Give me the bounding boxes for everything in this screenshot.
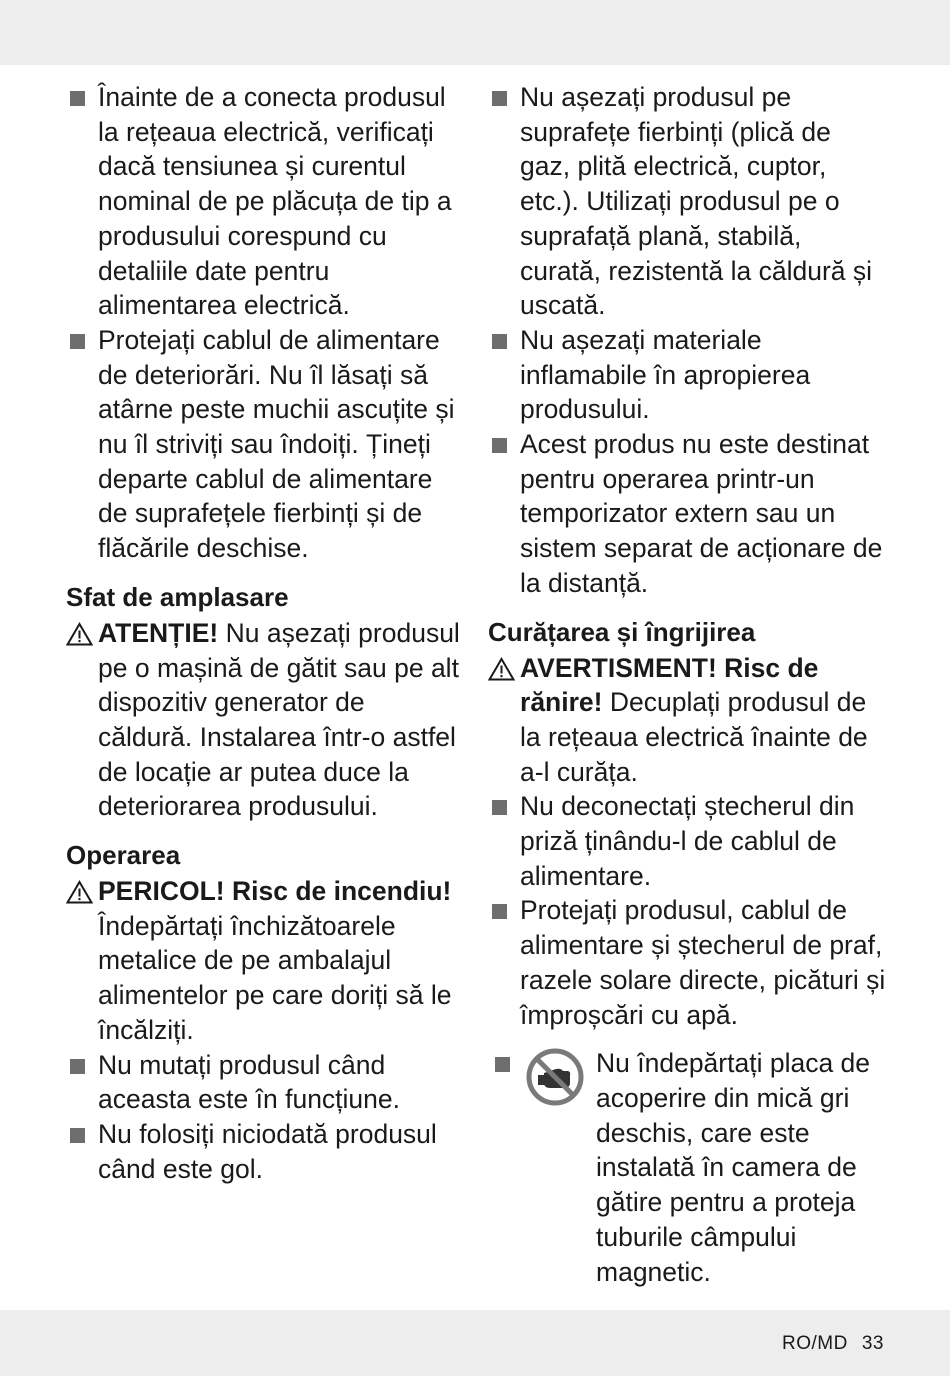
list-item <box>488 789 888 893</box>
warning-block <box>66 616 466 824</box>
page-footer <box>782 1333 884 1355</box>
list-item <box>66 1117 466 1186</box>
list-item-text: Protejați cablul de alimentare de deteriorări. Nu îl lăsați să atârne peste muchii ascuțite și nu îl striviți sau îndoiți. Țineți departe cablul de alimentare de suprafețele fierbinți și de flăcările deschise. <box>98 324 455 564</box>
list-item-with-icon <box>488 1046 888 1289</box>
list-item <box>66 323 466 566</box>
danger-text: Îndepărtați închizătoarele metalice de pe ambalajul alimentelor pe care doriți să le încălziți. <box>98 910 452 1045</box>
square-bullet-icon <box>70 1128 85 1143</box>
list-item <box>488 80 888 323</box>
warning-triangle-icon <box>488 657 515 681</box>
list-item-text: Nu îndepărtați placa de acoperire din mică gri deschis, care este instalată în camera de gătire pentru a proteja tuburile câmpului magnetic. <box>596 1048 871 1287</box>
section-heading-cleaning: Curățarea și îngrijirea <box>488 616 756 647</box>
danger-block <box>66 874 466 1048</box>
danger-label: PERICOL! Risc de incendiu! <box>98 876 452 907</box>
square-bullet-icon <box>492 91 507 106</box>
list-item <box>488 427 888 601</box>
list-item <box>66 80 466 323</box>
list-item-text: Nu folosiți niciodată produsul când este gol. <box>98 1118 437 1184</box>
list-item-text: Nu mutați produsul când aceasta este în funcțiune. <box>98 1049 401 1115</box>
list-item-text: Înainte de a conecta produsul la rețeaua electrică, verificați dacă tensiunea și curentul nominal de pe plăcuța de tip a produsului corespund cu detaliile date pentru alimentarea electrică. <box>98 82 452 321</box>
right-column <box>488 80 888 1289</box>
top-band <box>0 0 950 65</box>
square-bullet-icon <box>70 91 85 106</box>
left-column <box>66 80 466 1186</box>
square-bullet-icon <box>70 1059 85 1074</box>
list-item <box>66 1048 466 1117</box>
warning-block <box>488 651 888 790</box>
list-item-text: Nu așezați produsul pe suprafețe fierbinți (plică de gaz, plită electrică, cuptor, etc.). Utilizați produsul pe o suprafață plană, stabilă, curată, rezistentă la căldură și uscată. <box>520 82 873 321</box>
square-bullet-icon <box>492 904 507 919</box>
square-bullet-icon <box>492 800 507 815</box>
warning-label: AVERTISMENT! Risc de rănire! <box>520 652 819 718</box>
do-not-remove-hand-icon <box>526 1048 584 1106</box>
square-bullet-icon <box>492 334 507 349</box>
warning-text: Decuplați produsul de la rețeaua electrică înainte de a-l curăța. <box>520 687 868 787</box>
section-heading-placement: Sfat de amplasare <box>66 581 289 612</box>
warning-label: ATENȚIE! <box>98 617 219 648</box>
list-item-text: Acest produs nu este destinat pentru operarea printr-un temporizator extern sau un sistem separat de acționare de la distanță. <box>520 429 883 598</box>
list-item-text: Protejați produsul, cablul de alimentare și ștecherul de praf, razele solare directe, picături și împroșcări cu apă. <box>520 895 886 1030</box>
warning-text: Nu așezați produsul pe o mașină de gătit sau pe alt dispozitiv generator de căldură. Instalarea într-o astfel de locație ar putea duce la deteriorarea produsului. <box>98 617 460 822</box>
page-number: 33 <box>861 1333 884 1354</box>
list-item <box>488 323 888 427</box>
square-bullet-icon <box>492 438 507 453</box>
list-item-text: Nu așezați materiale inflamabile în apropierea produsului. <box>520 324 811 425</box>
list-item-text: Nu deconectați ștecherul din priză ținându-l de cablul de alimentare. <box>520 791 855 891</box>
section-heading-operation: Operarea <box>66 840 181 871</box>
warning-triangle-icon <box>66 622 93 646</box>
language-code: RO/MD <box>782 1333 848 1354</box>
list-item <box>488 893 888 1032</box>
square-bullet-icon <box>70 334 85 349</box>
warning-triangle-icon <box>66 880 93 904</box>
square-bullet-icon <box>495 1057 510 1072</box>
